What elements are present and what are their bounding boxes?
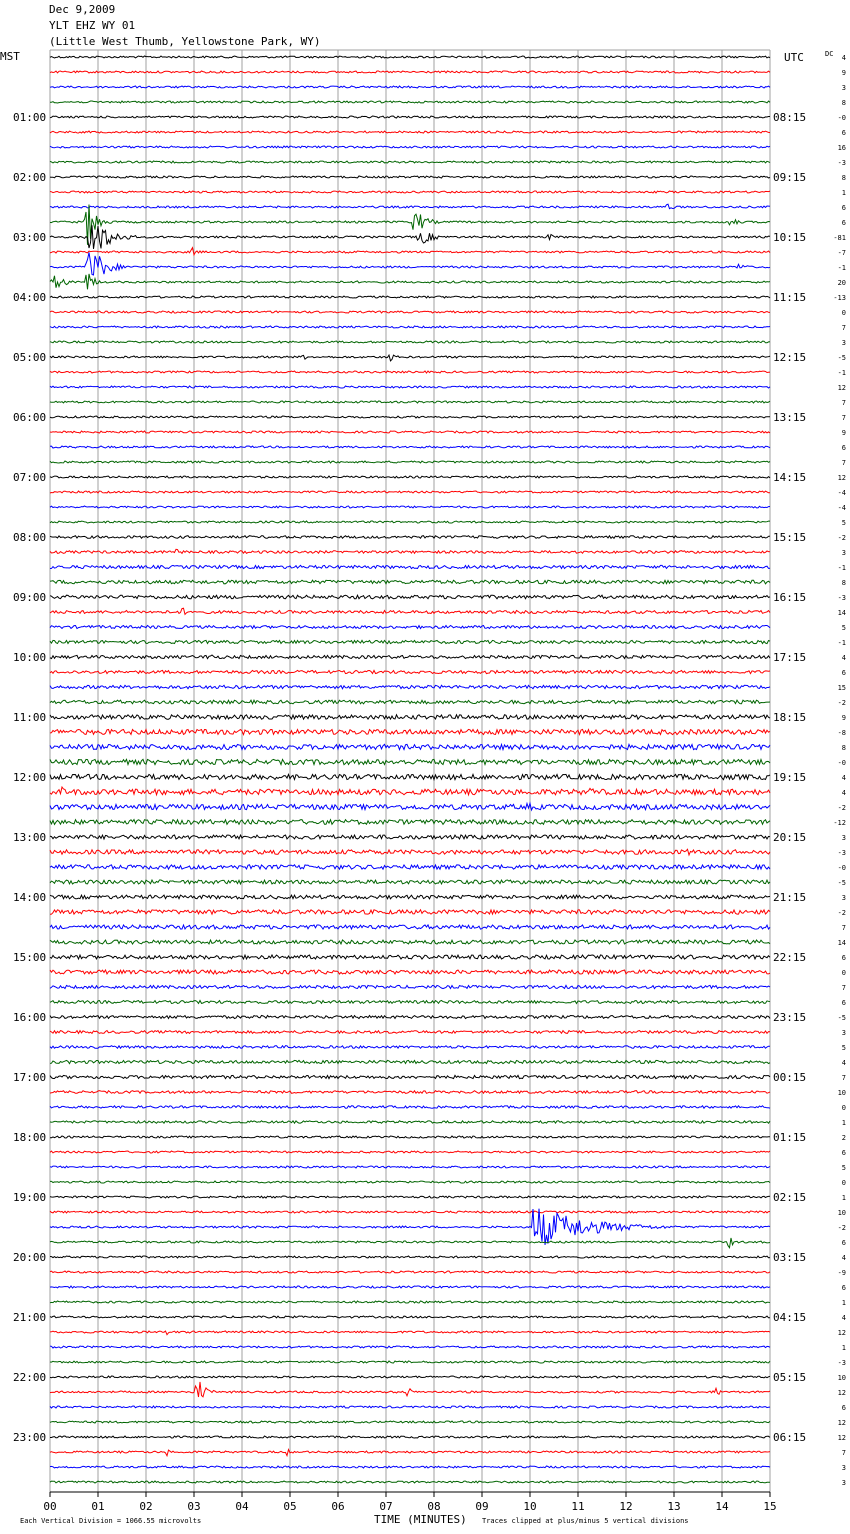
dc-offset-label: 9 xyxy=(841,69,846,77)
left-hour-label: 22:00 xyxy=(13,1371,47,1384)
x-tick-label: 04 xyxy=(235,1500,249,1513)
dc-offset-label: 3 xyxy=(841,894,846,902)
dc-offset-label: 14 xyxy=(837,609,846,617)
left-hour-label: 18:00 xyxy=(13,1131,47,1144)
left-hour-labels xyxy=(13,111,46,1444)
dc-offset-label: 12 xyxy=(837,384,846,392)
left-hour-label: 03:00 xyxy=(13,231,47,244)
right-hour-label: 08:15 xyxy=(773,111,807,124)
x-tick-label: 15 xyxy=(763,1500,777,1513)
dc-offset-label: 2 xyxy=(841,1134,846,1142)
dc-offset-label: -4 xyxy=(837,504,846,512)
dc-offset-label: 7 xyxy=(841,459,846,467)
dc-offset-label: 6 xyxy=(841,219,846,227)
dc-offset-label: -7 xyxy=(837,249,846,257)
dc-offset-label: -0 xyxy=(837,114,846,122)
dc-offset-label: 3 xyxy=(841,1464,846,1472)
right-hour-label: 05:15 xyxy=(773,1371,807,1384)
dc-offset-label: -81 xyxy=(833,234,846,242)
dc-offset-label: 7 xyxy=(841,399,846,407)
right-hour-label: 17:15 xyxy=(773,651,807,664)
dc-offset-label: 3 xyxy=(841,549,846,557)
left-hour-label: 12:00 xyxy=(13,771,47,784)
dc-offset-label: 9 xyxy=(841,714,846,722)
clip-note: Traces clipped at plus/minus 5 vertical divisions xyxy=(482,1517,689,1525)
dc-offset-label: 7 xyxy=(841,984,846,992)
dc-offset-label: -13 xyxy=(833,294,846,302)
left-hour-label: 01:00 xyxy=(13,111,47,124)
right-hour-label: 22:15 xyxy=(773,951,807,964)
dc-offset-label: 4 xyxy=(841,789,846,797)
dc-offset-label: -4 xyxy=(837,489,846,497)
dc-offset-label: 9 xyxy=(841,429,846,437)
dc-offset-label: 4 xyxy=(841,654,846,662)
dc-offset-label: 4 xyxy=(841,774,846,782)
x-tick-label: 07 xyxy=(379,1500,393,1513)
dc-header-label: DC xyxy=(825,50,834,58)
dc-offset-label: -3 xyxy=(837,849,846,857)
dc-offset-label: -3 xyxy=(837,159,846,167)
x-tick-label: 02 xyxy=(139,1500,153,1513)
right-hour-label: 20:15 xyxy=(773,831,807,844)
dc-offset-label: 6 xyxy=(841,444,846,452)
left-hour-label: 04:00 xyxy=(13,291,47,304)
dc-offset-label: 7 xyxy=(841,1449,846,1457)
right-hour-label: 21:15 xyxy=(773,891,807,904)
left-hour-label: 13:00 xyxy=(13,831,47,844)
right-hour-label: 18:15 xyxy=(773,711,807,724)
x-axis-ticks xyxy=(43,1492,776,1513)
dc-offset-label: -1 xyxy=(837,564,846,572)
dc-offset-label: -1 xyxy=(837,264,846,272)
left-hour-label: 23:00 xyxy=(13,1431,47,1444)
dc-offset-label: 6 xyxy=(841,954,846,962)
dc-offset-label: 20 xyxy=(837,279,846,287)
x-tick-label: 12 xyxy=(619,1500,633,1513)
dc-offset-label: 4 xyxy=(841,54,846,62)
dc-offset-label: -2 xyxy=(837,804,846,812)
dc-offset-label: 5 xyxy=(841,1164,846,1172)
dc-offset-label: 1 xyxy=(841,189,846,197)
dc-offset-label: 5 xyxy=(841,519,846,527)
right-hour-label: 23:15 xyxy=(773,1011,807,1024)
dc-offset-label: 6 xyxy=(841,1284,846,1292)
right-hour-label: 14:15 xyxy=(773,471,807,484)
dc-offset-label: -0 xyxy=(837,864,846,872)
dc-offset-label: -1 xyxy=(837,369,846,377)
right-hour-label: 04:15 xyxy=(773,1311,807,1324)
date-label: Dec 9,2009 xyxy=(49,3,116,16)
left-hour-label: 16:00 xyxy=(13,1011,47,1024)
right-hour-label: 09:15 xyxy=(773,171,807,184)
dc-offset-label: 8 xyxy=(841,99,846,107)
left-hour-label: 21:00 xyxy=(13,1311,47,1324)
dc-offset-label: 10 xyxy=(837,1374,846,1382)
right-hour-label: 03:15 xyxy=(773,1251,807,1264)
right-hour-label: 16:15 xyxy=(773,591,807,604)
dc-offset-label: 7 xyxy=(841,1074,846,1082)
dc-offset-label: 6 xyxy=(841,999,846,1007)
left-hour-label: 06:00 xyxy=(13,411,47,424)
dc-offset-label: 8 xyxy=(841,174,846,182)
x-tick-label: 09 xyxy=(475,1500,489,1513)
station-label: YLT EHZ WY 01 xyxy=(49,19,136,32)
dc-offset-label: 1 xyxy=(841,1119,846,1127)
dc-offset-label: -5 xyxy=(837,879,846,887)
utc-label: UTC xyxy=(784,51,804,64)
dc-offset-label: 10 xyxy=(837,1209,846,1217)
x-tick-label: 00 xyxy=(43,1500,57,1513)
left-hour-label: 09:00 xyxy=(13,591,47,604)
dc-offset-label: 3 xyxy=(841,84,846,92)
right-hour-labels xyxy=(773,111,806,1444)
dc-offset-label: 0 xyxy=(841,969,846,977)
right-hour-label: 02:15 xyxy=(773,1191,807,1204)
left-hour-label: 15:00 xyxy=(13,951,47,964)
dc-offset-label: 0 xyxy=(841,1179,846,1187)
dc-offset-label: -5 xyxy=(837,1014,846,1022)
dc-offset-labels xyxy=(833,54,846,1487)
dc-offset-label: 15 xyxy=(837,684,846,692)
left-hour-label: 05:00 xyxy=(13,351,47,364)
dc-offset-label: -3 xyxy=(837,594,846,602)
right-hour-label: 00:15 xyxy=(773,1071,807,1084)
dc-offset-label: 1 xyxy=(841,1344,846,1352)
x-tick-label: 13 xyxy=(667,1500,681,1513)
dc-offset-label: -5 xyxy=(837,354,846,362)
right-hour-label: 10:15 xyxy=(773,231,807,244)
right-hour-label: 01:15 xyxy=(773,1131,807,1144)
dc-offset-label: 7 xyxy=(841,414,846,422)
dc-offset-label: 7 xyxy=(841,324,846,332)
dc-offset-label: 4 xyxy=(841,1254,846,1262)
dc-offset-label: 6 xyxy=(841,1149,846,1157)
dc-offset-label: 3 xyxy=(841,1479,846,1487)
dc-offset-label: 6 xyxy=(841,204,846,212)
dc-offset-label: 8 xyxy=(841,579,846,587)
dc-offset-label: -12 xyxy=(833,819,846,827)
dc-offset-label: 6 xyxy=(841,669,846,677)
left-hour-label: 10:00 xyxy=(13,651,47,664)
mst-label: MST xyxy=(0,50,20,63)
dc-offset-label: 5 xyxy=(841,1044,846,1052)
dc-offset-label: 6 xyxy=(841,1404,846,1412)
left-hour-label: 17:00 xyxy=(13,1071,47,1084)
x-tick-label: 11 xyxy=(571,1500,585,1513)
dc-offset-label: 0 xyxy=(841,1104,846,1112)
dc-offset-label: 5 xyxy=(841,624,846,632)
right-hour-label: 19:15 xyxy=(773,771,807,784)
location-label: (Little West Thumb, Yellowstone Park, WY) xyxy=(49,35,321,48)
dc-offset-label: 8 xyxy=(841,744,846,752)
dc-offset-label: 12 xyxy=(837,1419,846,1427)
right-hour-label: 15:15 xyxy=(773,531,807,544)
dc-offset-label: 6 xyxy=(841,1239,846,1247)
right-hour-label: 11:15 xyxy=(773,291,807,304)
x-tick-label: 08 xyxy=(427,1500,441,1513)
dc-offset-label: 3 xyxy=(841,1029,846,1037)
dc-offset-label: -2 xyxy=(837,1224,846,1232)
dc-offset-label: -9 xyxy=(837,1269,846,1277)
dc-offset-label: 4 xyxy=(841,1059,846,1067)
dc-offset-label: -0 xyxy=(837,759,846,767)
scale-note: Each Vertical Division = 1066.55 microvolts xyxy=(20,1517,202,1525)
dc-offset-label: 0 xyxy=(841,309,846,317)
x-tick-label: 06 xyxy=(331,1500,345,1513)
dc-offset-label: 1 xyxy=(841,1299,846,1307)
dc-offset-label: 1 xyxy=(841,1194,846,1202)
dc-offset-label: 12 xyxy=(837,1329,846,1337)
dc-offset-label: -1 xyxy=(837,639,846,647)
dc-offset-label: 12 xyxy=(837,1389,846,1397)
dc-offset-label: 3 xyxy=(841,834,846,842)
dc-offset-label: 16 xyxy=(837,144,846,152)
left-hour-label: 20:00 xyxy=(13,1251,47,1264)
dc-offset-label: -2 xyxy=(837,909,846,917)
right-hour-label: 12:15 xyxy=(773,351,807,364)
dc-offset-label: 6 xyxy=(841,129,846,137)
dc-offset-label: 7 xyxy=(841,924,846,932)
left-hour-label: 08:00 xyxy=(13,531,47,544)
dc-offset-label: -8 xyxy=(837,729,846,737)
dc-offset-label: 12 xyxy=(837,1434,846,1442)
dc-offset-label: -2 xyxy=(837,534,846,542)
x-axis-title: TIME (MINUTES) xyxy=(374,1513,467,1526)
x-tick-label: 10 xyxy=(523,1500,537,1513)
left-hour-label: 07:00 xyxy=(13,471,47,484)
x-tick-label: 01 xyxy=(91,1500,105,1513)
right-hour-label: 13:15 xyxy=(773,411,807,424)
dc-offset-label: 14 xyxy=(837,939,846,947)
dc-offset-label: 4 xyxy=(841,1314,846,1322)
dc-offset-label: 12 xyxy=(837,474,846,482)
right-hour-label: 06:15 xyxy=(773,1431,807,1444)
dc-offset-label: -2 xyxy=(837,699,846,707)
left-hour-label: 19:00 xyxy=(13,1191,47,1204)
dc-offset-label: 3 xyxy=(841,339,846,347)
dc-offset-label: -3 xyxy=(837,1359,846,1367)
dc-offset-label: 10 xyxy=(837,1089,846,1097)
left-hour-label: 11:00 xyxy=(13,711,47,724)
x-tick-label: 03 xyxy=(187,1500,201,1513)
x-tick-label: 05 xyxy=(283,1500,297,1513)
x-tick-label: 14 xyxy=(715,1500,729,1513)
left-hour-label: 14:00 xyxy=(13,891,47,904)
left-hour-label: 02:00 xyxy=(13,171,47,184)
